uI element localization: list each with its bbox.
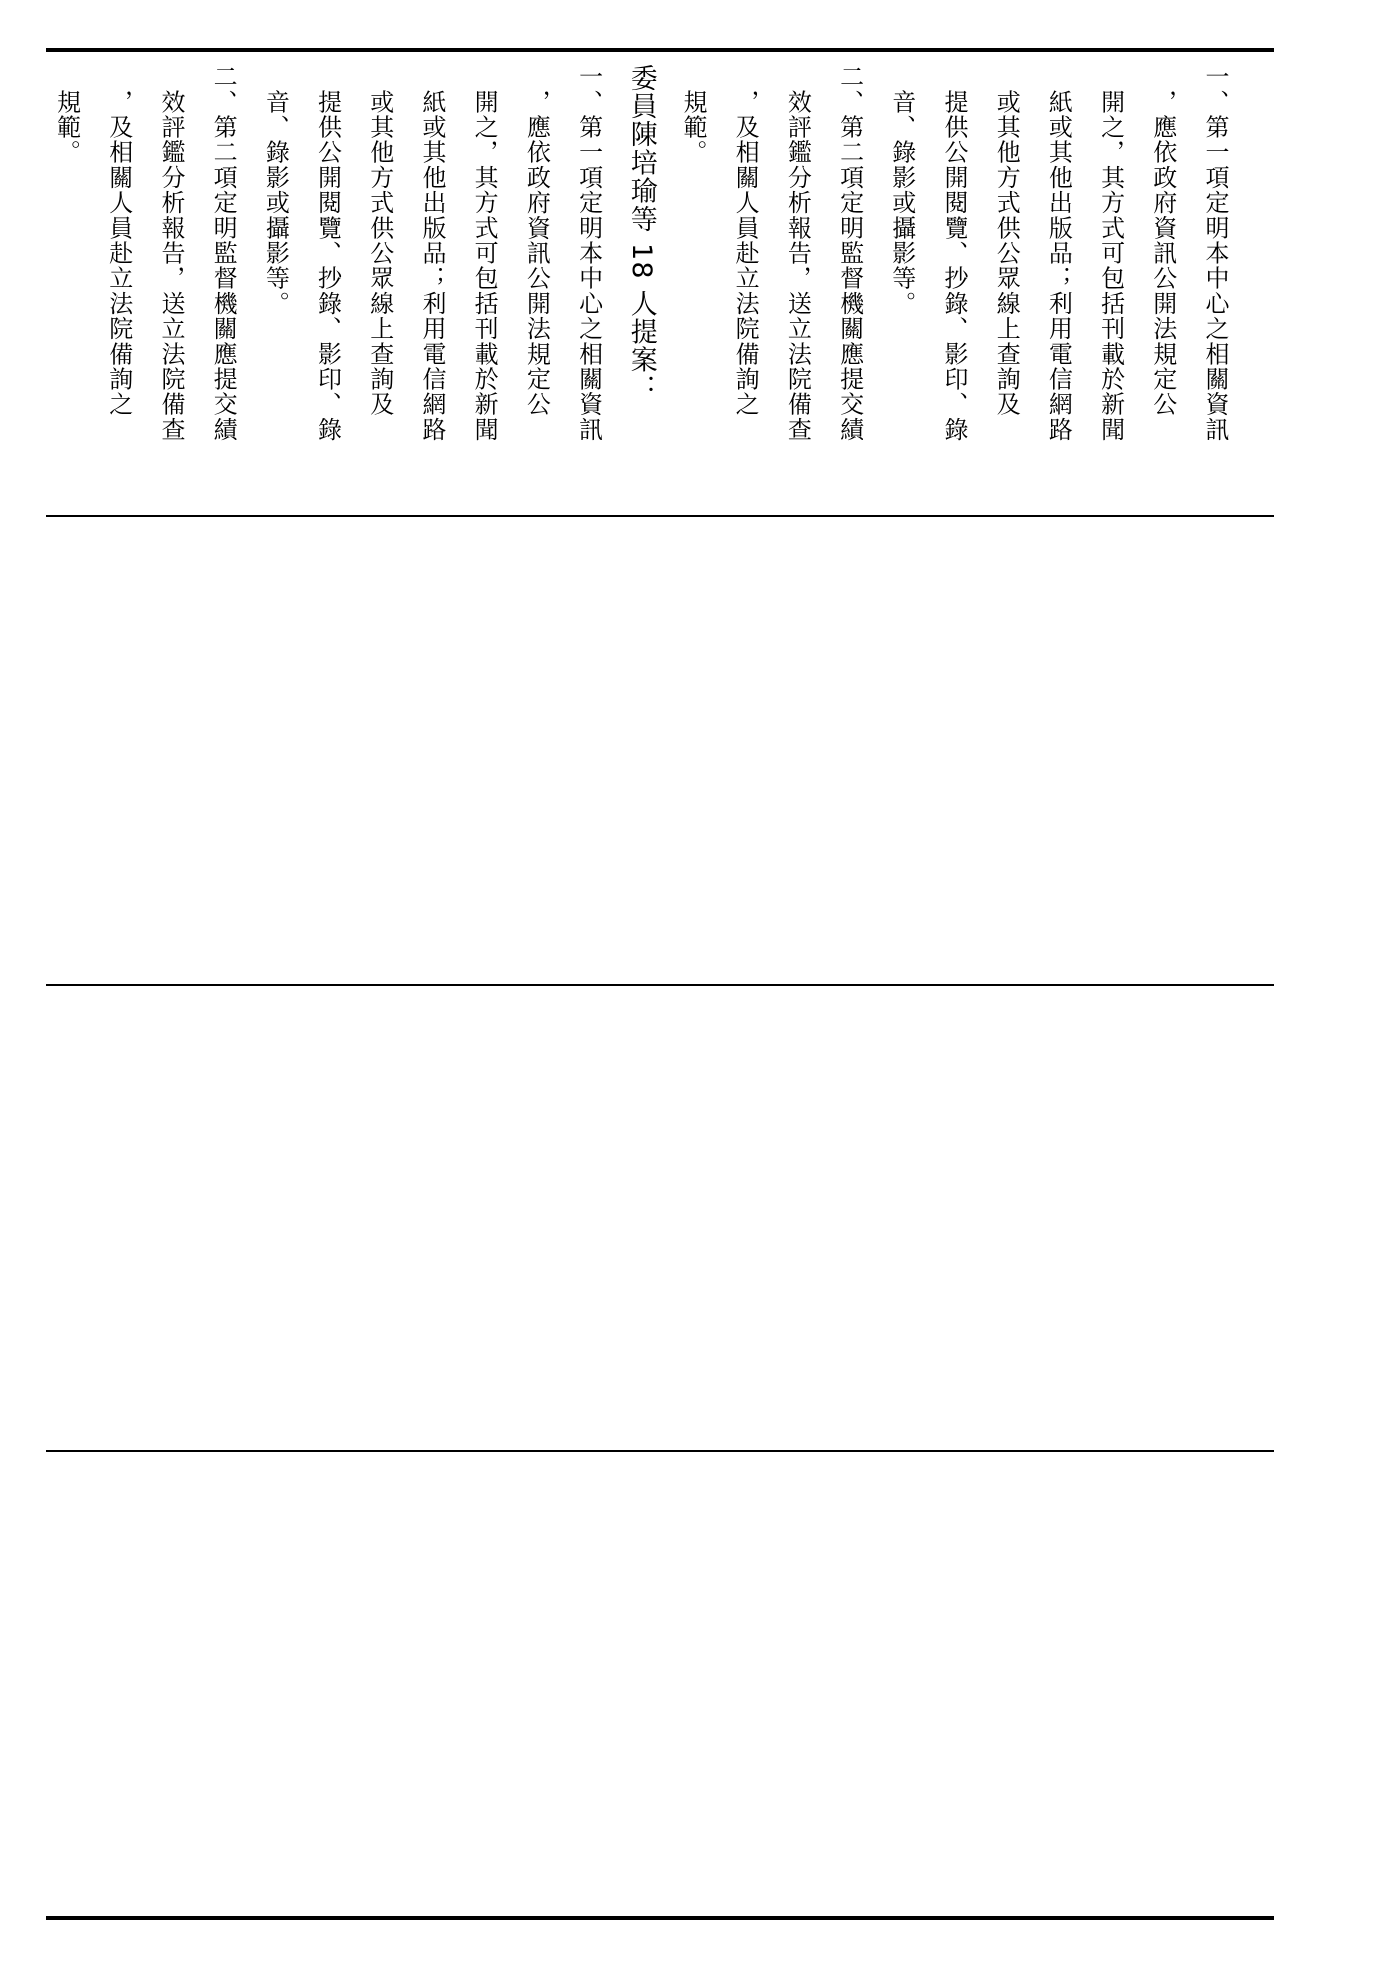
explanation-line: 效評鑑分析報告，送立法院備查 <box>156 64 185 442</box>
explanation-line: 提供公開閱覽、抄錄、影印、錄 <box>939 64 968 442</box>
explanation-line: 開之，其方式可包括刊載於新聞 <box>470 64 499 442</box>
explanation-line: 開之，其方式可包括刊載於新聞 <box>1096 64 1125 442</box>
explanation-line: 一、第一項定明本中心之相關資訊 <box>1201 64 1229 442</box>
explanation-line: 紙或其他出版品；利用電信網路 <box>417 64 446 442</box>
explanation-line: 規範。 <box>52 64 81 165</box>
explanation-line: ，及相關人員赴立法院備詢之 <box>104 64 133 417</box>
row-divider-2 <box>46 984 1274 986</box>
explanation-line: 紙或其他出版品；利用電信網路 <box>1044 64 1073 442</box>
proposal-heading: 委員陳培瑜等 18 人提案： <box>625 64 657 403</box>
explanation-line: 效評鑑分析報告，送立法院備查 <box>783 64 812 442</box>
top-rule <box>46 48 1274 52</box>
explanation-line: 或其他方式供公眾線上查詢及 <box>365 64 394 417</box>
explanation-line: 或其他方式供公眾線上查詢及 <box>992 64 1021 417</box>
row-divider-3 <box>46 1450 1274 1452</box>
explanation-line: 音、錄影或攝影等。 <box>887 64 916 316</box>
row-divider-1 <box>46 515 1274 517</box>
explanation-line: ，應依政府資訊公開法規定公 <box>1148 64 1177 417</box>
explanation-column <box>40 64 1241 512</box>
explanation-line: 音、錄影或攝影等。 <box>261 64 290 316</box>
explanation-line: 規範。 <box>678 64 707 165</box>
explanation-line: 一、第一項定明本中心之相關資訊 <box>574 64 603 442</box>
explanation-line: 二、第二項定明監督機關應提交績 <box>209 64 238 442</box>
explanation-line: 二、第二項定明監督機關應提交績 <box>835 64 864 442</box>
explanation-line: ，應依政府資訊公開法規定公 <box>522 64 551 417</box>
explanation-line: ，及相關人員赴立法院備詢之 <box>731 64 760 417</box>
bottom-rule <box>46 1916 1274 1920</box>
explanation-line: 提供公開閱覽、抄錄、影印、錄 <box>313 64 342 442</box>
